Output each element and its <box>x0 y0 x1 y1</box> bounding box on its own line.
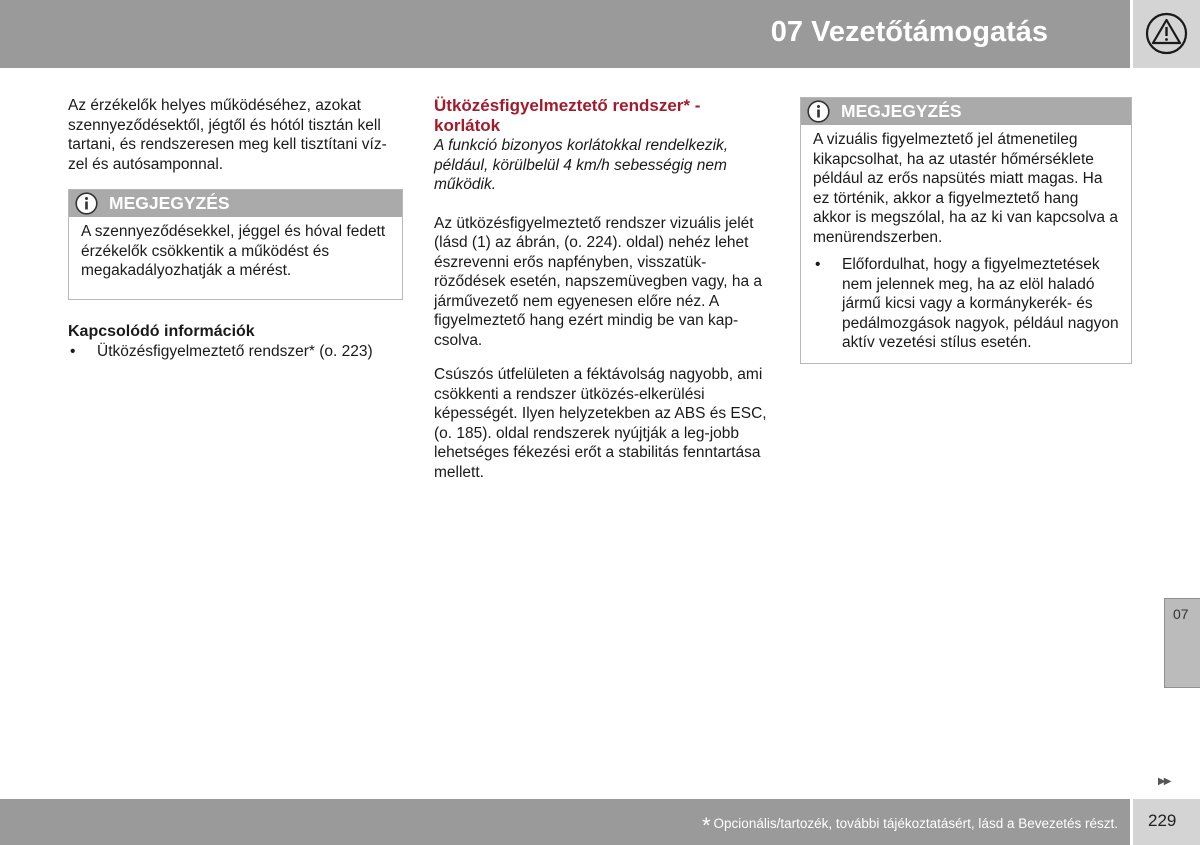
related-link-text: Ütközésfigyelmeztető rendszer* (o. 223) <box>97 342 373 360</box>
related-link[interactable] <box>68 342 403 362</box>
header-bar <box>0 0 1130 68</box>
page-number: 229 <box>1148 811 1177 830</box>
note-bullet-item <box>813 255 1119 353</box>
related-info-heading: Kapcsolódó információk <box>68 322 255 340</box>
note-body <box>801 125 1131 363</box>
note-text: A szennyeződésekkel, jéggel és hóval fedett érzékelők csökkentik a működést és megakadályozhatják a mérést. <box>81 223 386 279</box>
note-header <box>69 190 402 217</box>
note-heading: MEGJEGYZÉS <box>109 193 230 213</box>
italic-intro: A funkció bizonyos korlátokkal rendelkezik, például, körülbelül 4 km/h sebességig nem működik. <box>434 137 729 193</box>
double-chevron-right-icon[interactable]: ▶▶ <box>1158 776 1170 787</box>
note-text: A vizuális figyelmeztető jel átmenetileg kikapcsolhat, ha az utastér hőmérséklete például az erős napsütés miatt magas. Ha ez történik, akkor a figyelmeztető hang akkor is megszólal, ha az ki van kapcsolva a menürendszerben. <box>813 131 1118 246</box>
left-column <box>68 96 403 361</box>
chapter-tab-label: 07 <box>1173 606 1189 622</box>
page-number-box <box>1133 799 1200 845</box>
chapter-title: 07 Vezetőtámogatás <box>770 16 1048 48</box>
footnote-star: * <box>701 813 711 838</box>
header-icon-box <box>1133 0 1200 68</box>
info-icon <box>807 100 830 123</box>
note-header <box>801 98 1131 125</box>
warning-triangle-icon <box>1145 12 1188 55</box>
note-body <box>69 217 402 299</box>
note-box <box>68 189 403 300</box>
info-icon <box>75 192 98 215</box>
body-paragraph-1: Az ütközésfigyelmeztető rendszer vizuális jelét (lásd (1) az ábrán, (o. 224). oldal) nehéz lehet észrevenni erős napfényben, visszatük-röződések esetén, napszemüvegben vagy, ha a járművezető nem egyenesen előre néz. A figyelmeztető hang ezért mindig be van kap-csolva. <box>434 214 763 349</box>
note-bullet-text: Előfordulhat, hogy a figyelmeztetések nem jelennek meg, ha az elöl haladó jármű kicsi vagy a kormánykerék- és pedálmozgások nagyok, például nagyon aktív vezetési stílus esetén. <box>842 256 1119 351</box>
bullet-point: • <box>815 256 821 273</box>
right-column <box>800 97 1132 364</box>
intro-paragraph: Az érzékelők helyes működéséhez, azokat szennyeződésektől, jégtől és hótól tisztán kell tartani, és rendszeresen meg kell tisztítani víz-zel és autósamponnal. <box>68 97 387 173</box>
note-heading: MEGJEGYZÉS <box>841 101 962 121</box>
body-paragraph-2: Csúszós útfelületen a féktávolság nagyobb, ami csökkenti a rendszer ütközés-elkerülési képességét. Ilyen helyzetekben az ABS és ESC, (o. 185). oldal rendszerek nyújtják a leg-jobb lehetséges fékezési erőt a stabilitás fenntartása mellett. <box>434 366 767 481</box>
chapter-side-tab[interactable] <box>1164 598 1200 688</box>
bullet-point: • <box>70 342 76 360</box>
note-box <box>800 97 1132 364</box>
footer-note-text: Opcionális/tartozék, további tájékoztatásért, lásd a Bevezetés részt. <box>713 816 1118 831</box>
footer-note <box>702 813 1118 839</box>
middle-column <box>434 96 769 497</box>
section-title: Ütközésfigyelmeztető rendszer* - korlátok <box>434 96 701 135</box>
footer-bar <box>0 799 1130 845</box>
